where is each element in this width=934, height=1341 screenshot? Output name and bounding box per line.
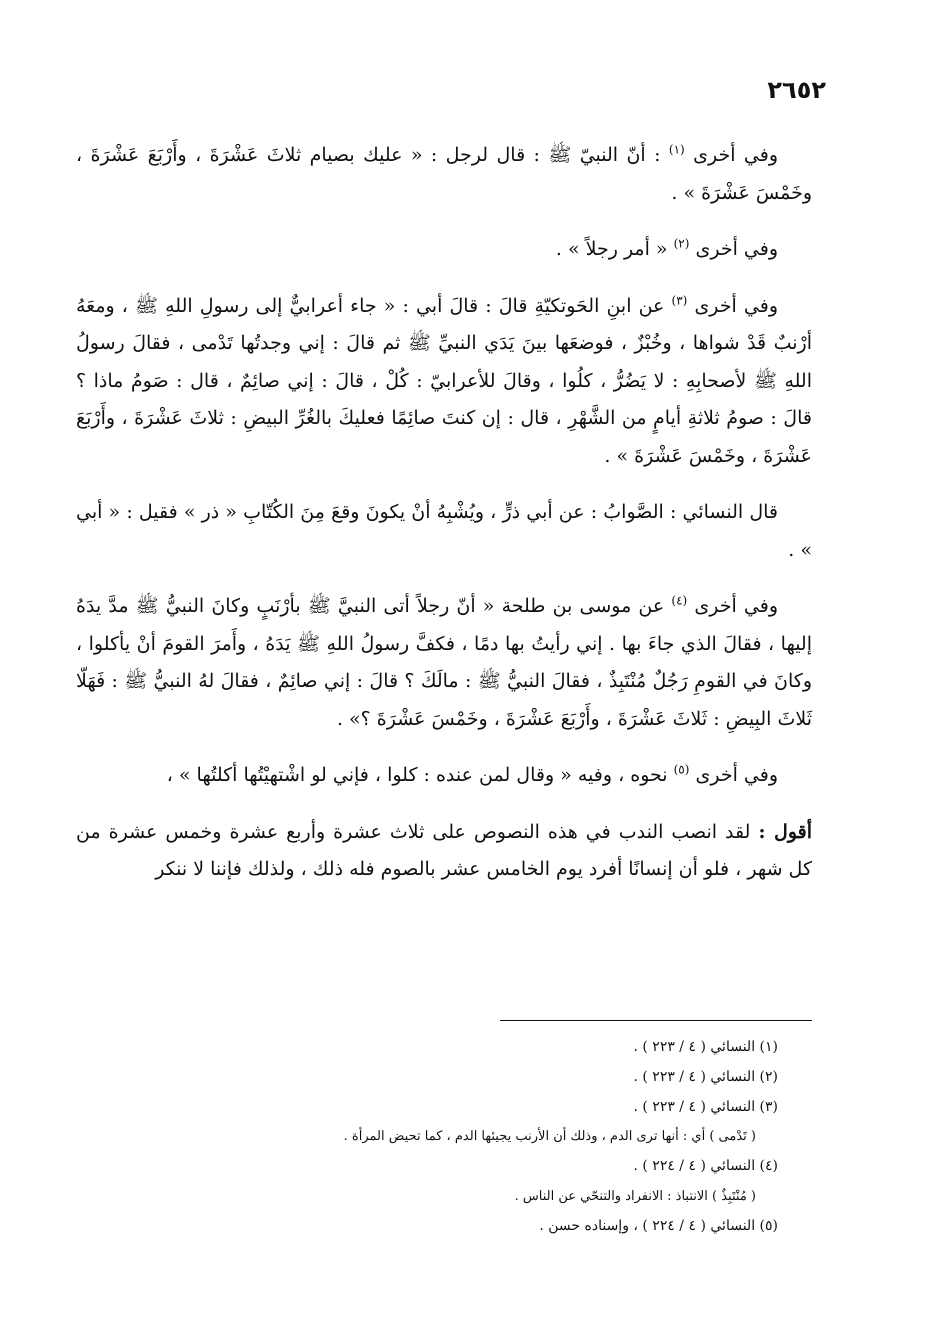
closing-lead: أقول : <box>758 820 812 843</box>
footnote-2: (٢) النسائي ( ٤ / ٢٢٣ ) . <box>633 1068 778 1085</box>
main-text <box>76 137 812 889</box>
paragraph-1 <box>76 137 812 212</box>
paragraph-text: عن ابنِ الحَوتكيّةِ قالَ : قالَ أبي : « جاء أعرابيٌّ إلى رسولِ اللهِ ﷺ ، ومعَهُ أرْنبٌ قَدْ شواها ، وخُبْزٌ ، فوضعَها بينَ يَدَي النبيِّ ﷺ ثم قالَ : إني وجدتُها تَدْمى ، فقالَ رسولُ اللهِ ﷺ لأصحابِهِ : لا يَضُرُّ ، كلُوا ، وقالَ للأعرابيّ : كُلْ ، قالَ : إني صائِمٌ ، قال : صَومُ ماذا ؟ قالَ : صومُ ثلاثةِ أيامٍ من الشَّهْرِ ، قال : إن كنتَ صائِمًا فعليكَ بالغُرِّ البيضِ : ثلاثَ عَشْرَةَ ، وأَرْبَعَ عَشْرَةَ ، وخَمْسَ عَشْرَةَ » . <box>76 294 812 467</box>
footnotes <box>120 1033 778 1242</box>
footnote-ref: (٤) <box>671 593 688 608</box>
paragraph-3 <box>76 288 812 476</box>
footnote-gloss-tadma: ( تَدْمى ) أي : أنها ترى الدم ، وذلك أن الأرنب يجيئها الدم ، كما تحيض المرأة . <box>343 1129 756 1145</box>
paragraph-lead: وفي أخرى <box>693 144 779 166</box>
paragraph-lead: وفي أخرى <box>694 294 779 317</box>
footnote-ref: (٢) <box>673 236 690 251</box>
paragraph-lead: وفي أخرى <box>694 595 779 617</box>
paragraph-6 <box>76 757 812 795</box>
paragraph-2 <box>76 231 812 269</box>
footnote-3: (٣) النسائي ( ٤ / ٢٢٣ ) . <box>633 1098 778 1115</box>
closing-paragraph <box>76 814 812 889</box>
footnote-5: (٥) النسائي ( ٤ / ٢٢٤ ) ، وإسناده حسن . <box>539 1217 778 1234</box>
page-number: ٢٦٥٢ <box>767 76 826 104</box>
footnote-gloss-muntabidh: ( مُنْتَبِذٌ ) الانتباذ : الانفراد والتنحّي عن الناس . <box>514 1188 756 1204</box>
paragraph-text: قال النسائي : الصَّوابُ : عن أبي ذرٍّ ، ويُشْبِهُ أنْ يكونَ وقعَ مِنَ الكُتّابِ « ذر » فقيل : « أبي » . <box>76 501 812 561</box>
paragraph-text: : أنّ النبيّ ﷺ : قال لرجل : « عليك بصيام ثلاثَ عَشْرَةَ ، وأَرْبَعَ عَشْرَةَ ، وخَمْسَ عَشْرَةَ » . <box>76 144 812 204</box>
closing-text: لقد انصب الندب في هذه النصوص على ثلاث عشرة وأربع عشرة وخمس عشرة من كل شهر ، فلو أن إنسانًا أفرد يوم الخامس عشر بالصوم فله ذلك ، ولذلك فإننا لا ننكر <box>76 820 812 880</box>
footnote-ref: (٣) <box>671 293 688 308</box>
footnote-4: (٤) النسائي ( ٤ / ٢٢٤ ) . <box>633 1158 778 1175</box>
paragraph-text: « أمر رجلاً » . <box>555 238 668 260</box>
paragraph-text: نحوه ، وفيه « وقال لمن عنده : كلوا ، فإني لو اشْتهيْتُها أكلتُها » ، <box>166 764 668 786</box>
footnote-separator <box>500 1020 812 1021</box>
footnote-ref: (١) <box>668 142 685 157</box>
paragraph-lead: وفي أخرى <box>695 764 778 786</box>
footnote-ref: (٥) <box>673 762 690 777</box>
footnote-1: (١) النسائي ( ٤ / ٢٢٣ ) . <box>633 1039 778 1055</box>
paragraph-5 <box>76 588 812 738</box>
paragraph-4 <box>76 494 812 569</box>
paragraph-lead: وفي أخرى <box>695 238 778 260</box>
paragraph-text: عن موسى بن طلحة « أنّ رجلاً أتى النبيَّ ﷺ بأرْنَبٍ وكانَ النبيُّ ﷺ مدَّ يدَهُ إليها ، فقالَ الذي جاءَ بها . إني رأيتُ بها دمًا ، فكفَّ رسولُ اللهِ ﷺ يَدَهُ ، وأَمرَ القومَ أنْ يأكلوا ، وكانَ في القومِ رَجُلٌ مُنْتَبِذٌ ، فقالَ النبيُّ ﷺ : مالَكَ ؟ قالَ : إني صائِمٌ ، فقالَ لهُ النبيُّ ﷺ : فَهَلّا ثَلاثَ البِيضِ : ثَلاثَ عَشْرَةَ ، وأَرْبَعَ عَشْرَةَ ، وخَمْسَ عَشْرَةَ ؟» . <box>76 595 812 730</box>
